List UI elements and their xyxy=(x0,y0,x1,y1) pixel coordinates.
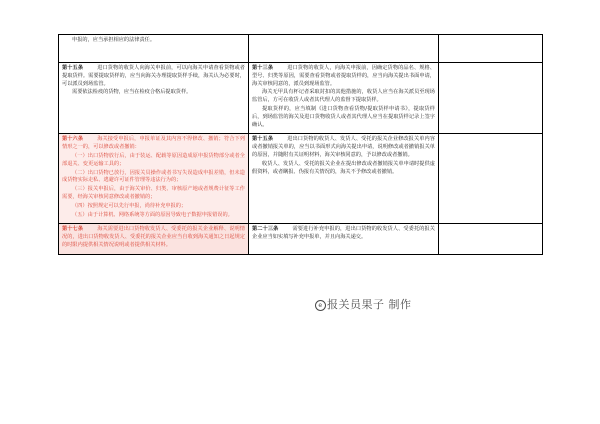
paragraph-text: 提取货样的，应当填制《进口货物查看货物/提取货样申请书》，提取货样后，到场监管的海关及进口货物收货人或者其代理人应当在提取货样记录上签字确认。 xyxy=(252,105,435,128)
watermark-badge-icon: e xyxy=(315,300,326,311)
cell-left-2 xyxy=(59,63,249,134)
paragraph-text: 进口货物的收货人向海关申报前，可以向海关申请查看货物或者提取货样。需要提取货样的，应当向海关办理提取货样手续，海关认为必要时，可以派员到场监管。 xyxy=(62,65,245,87)
article-number: 第二十三条 xyxy=(252,226,279,233)
table-row xyxy=(59,35,543,63)
paragraph-text: 需要依法检疫的货物，应当在检疫合格后提取货样。 xyxy=(72,89,192,96)
paragraph-text: 需要进行补充申报的，进出口货物的收发货人、受委托的报关企业应当如实填写补充申报单，并且向海关递交。 xyxy=(252,226,435,241)
cell-left-3 xyxy=(59,134,249,224)
paragraph-text: 海关无甲具有杯记者采取封扣的其他措施的，收货人应当在海关派员至现场监管后，方可在收货人或者其代理人的监督下提取货样。 xyxy=(252,89,435,104)
article-number: 第十六条 xyxy=(62,136,84,143)
article-number: 第十五条 xyxy=(62,65,84,71)
paragraph-text: （一）出口货物放行后，由于装运、配载等原因造成原申报货物部分或者全部退关、变更运输工具的； xyxy=(62,152,245,167)
cell-right-4 xyxy=(439,224,543,254)
table-body xyxy=(59,35,543,255)
watermark-text: 报关员果子 制作 xyxy=(327,298,412,311)
cell-middle-1 xyxy=(249,35,439,63)
paragraph-text: 收货人、发货人、受托的报关企业在提出修改或者撤销报关单申请时提供虚假资料，或者瞒报、伪报有关情况的，海关不予修改或者撤销。 xyxy=(252,160,435,175)
paragraph-text: （三）报关申报后，由于海关审价、归类、审核原产地或者规费计征等工作需要，经海关审核同意修改或者撤销的； xyxy=(62,186,245,200)
cell-middle-4 xyxy=(249,224,439,254)
cell-middle-2 xyxy=(249,63,439,134)
paragraph-text: （四）按照规定可以先行申报，尚待补充申报的； xyxy=(72,202,187,209)
table-row xyxy=(59,224,543,254)
paragraph-text: 海关接受申报后，申报单证及其内容不得修改、撤销；符合下列情形之一的，可以修改或者撤销： xyxy=(62,136,245,151)
paragraph-text: 进出口货物的收货人、发货人、受托的报关企业修改报关单内容或者撤销报关单的，应当以书面形式向海关提出申请，说明修改或者撤销报关单的原因，并随附有关证明材料，海关审核同意的，予以修改或者撤销。 xyxy=(252,136,435,158)
paragraph-text: 进口货物的收货人，向海关申报前，因确定货物的品名、规格、型号、归类等原因，需要查看货物或者提取货样的，应当向海关提出书面申请，海关审核同意的，派员到现场监管。 xyxy=(252,65,435,87)
paragraph-text: （五）由于计算机、网络系统等方面的原因导致电子数据申报错误的。 xyxy=(72,211,233,218)
table-row xyxy=(59,134,543,224)
cell-right-2 xyxy=(439,63,543,134)
cell-middle-3 xyxy=(249,134,439,224)
cell-left-1 xyxy=(59,35,249,63)
cell-left-4 xyxy=(59,224,249,254)
article-number: 第十七条 xyxy=(62,226,84,233)
article-number: 第十五条 xyxy=(252,136,274,143)
table-row xyxy=(59,63,543,134)
regulation-comparison-table xyxy=(58,34,543,255)
paragraph-text: （二）出口货物已放行，因报关员操作或者书写失误造成申报差错，但未造成货物实际走私、逃避许可证件管理等违法行为的； xyxy=(62,169,245,184)
cell-right-1 xyxy=(439,35,543,63)
article-number: 第十三条 xyxy=(252,65,274,71)
paragraph-text: 申报的，应当承担相应的法律责任。 xyxy=(72,37,156,43)
paragraph-text: 海关需要进出口货物收发货人、受委托的报关企业解释、说明情况的，进出口货物收发货人、受委托的报关企业应当自收到海关通知之日起规定的时限内提供相关情况说明或者提供相关材料。 xyxy=(62,226,245,248)
cell-right-3 xyxy=(439,134,543,224)
watermark xyxy=(315,296,412,312)
